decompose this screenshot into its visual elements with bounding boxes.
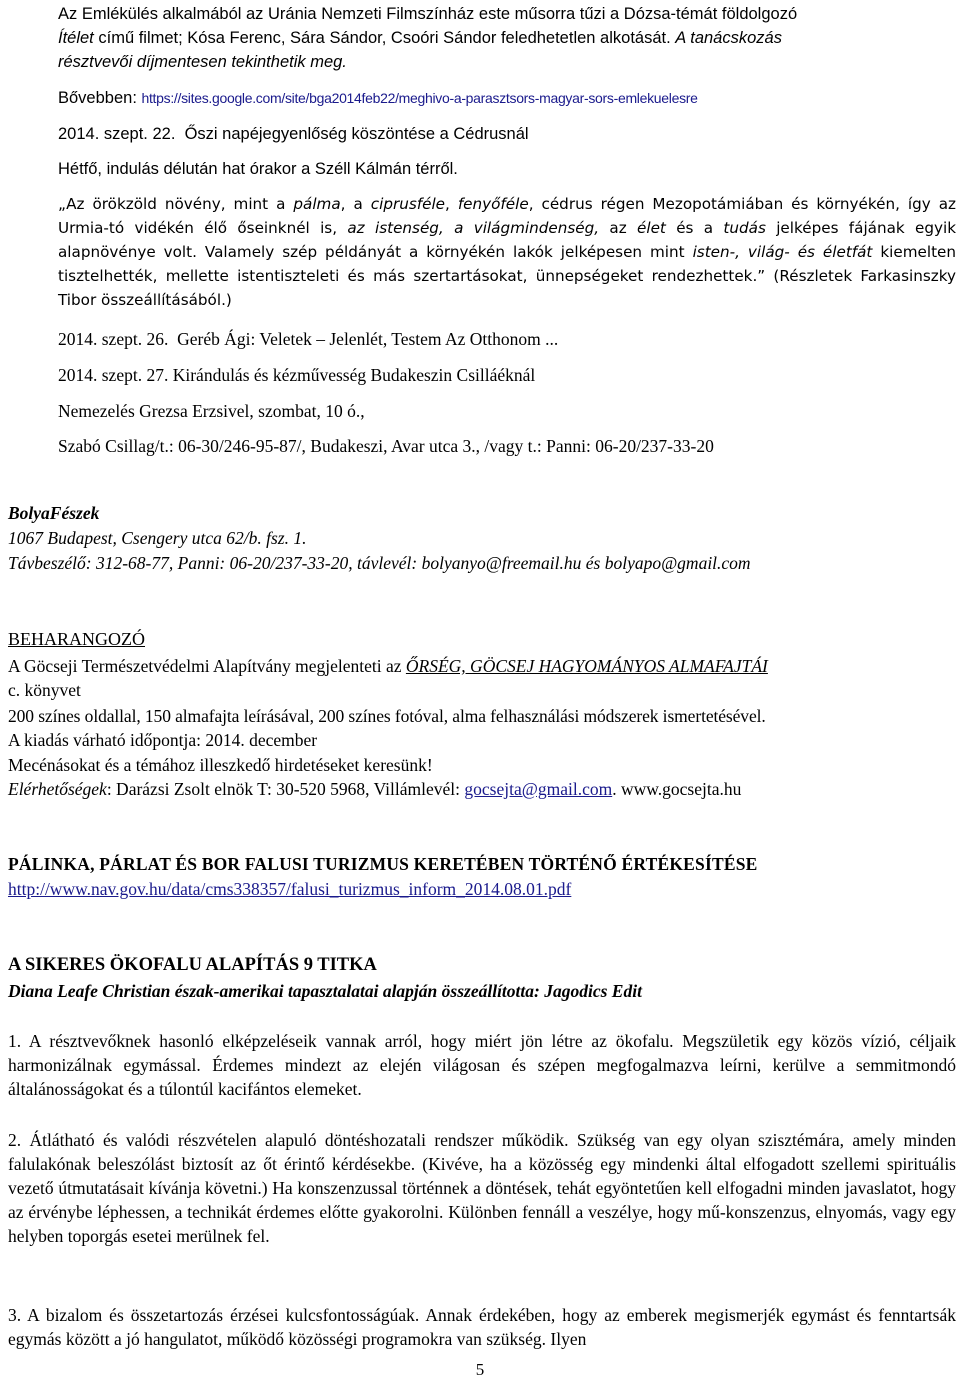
gocsejta-email-link[interactable]: gocsejta@gmail.com: [464, 779, 613, 799]
event-1-heading: [58, 122, 948, 146]
page-number: 5: [475, 1360, 485, 1379]
event-3-heading: [58, 363, 948, 387]
okofalu-heading: A SIKERES ÖKOFALU ALAPÍTÁS 9 TITKA: [8, 955, 377, 975]
event-date: 2014. szept. 27.: [58, 365, 169, 385]
event-title: Őszi napéjegyenlőség köszöntése a Cédrusnál: [184, 125, 529, 143]
beharangozo-line-4: A kiadás várható időpontja: 2014. december: [8, 730, 318, 750]
beharangozo-line-3: 200 színes oldallal, 150 almafajta leírásával, 200 színes fotóval, alma felhasználási módszerek ismertetésével.: [8, 706, 766, 726]
film-title: Ítélet: [58, 29, 94, 47]
bolya-name: BolyaFészek: [8, 503, 100, 523]
beharangozo-heading: BEHARANGOZÓ: [8, 629, 145, 649]
palinka-link-line: [8, 877, 948, 901]
beharangozo-line-6: Elérhetőségek: Darázsi Zsolt elnök T: 30-520 5968, Villámlevél: gocsejta@gmail.com. www.gocsejta.hu: [8, 779, 742, 799]
beharangozo-line-2: c. könyvet: [8, 680, 81, 700]
event-title: Kirándulás és kézművesség Budakeszin Csilláéknál: [172, 365, 536, 385]
intro-line-3: résztvevői díjmentesen tekinthetik meg.: [58, 53, 347, 71]
more-info-link[interactable]: https://sites.google.com/site/bga2014feb22/meghivo-a-parasztsors-magyar-sors-emlekuelesre: [141, 90, 698, 106]
palinka-heading: PÁLINKA, PÁRLAT ÉS BOR FALUSI TURIZMUS KERETÉBEN TÖRTÉNŐ ÉRTÉKESÍTÉSE: [8, 854, 758, 874]
intro-line-2: Ítélet című filmet; Kósa Ferenc, Sára Sándor, Csoóri Sándor feledhetetlen alkotását. A tanácskozás: [58, 29, 782, 47]
event-2-heading: [58, 327, 948, 351]
event-3-line-1: Nemezelés Grezsa Erzsivel, szombat, 10 ó.,: [58, 401, 365, 421]
nav-pdf-link[interactable]: http://www.nav.gov.hu/data/cms338357/falusi_turizmus_inform_2014.08.01.pdf: [8, 879, 572, 899]
bolya-address: 1067 Budapest, Csengery utca 62/b. fsz. 1.: [8, 528, 307, 548]
event-1-quote: „Az örökzöld növény, mint a pálma, a ciprusféle, fenyőféle, cédrus régen Mezopotámiában és környékén, így az Urmia-tó vidékén élő őseinknél is, az istenség, a világmindenség, az élet és a tudás jelképes fájának egyik alapnövénye volt. Valamely szép példányát a környékén lakók jelképesen mint isten-, világ- és életfát kiemelten tisztelhették, mellette istentiszteleti és más szertartásokat, ünnepségeket rendezhettek.” (Részletek Farkasinszky Tibor összeállításából.): [58, 195, 957, 309]
beharangozo-line-1: A Göcseji Természetvédelmi Alapítvány megjelenteti az ŐRSÉG, GÖCSEJ HAGYOMÁNYOS ALMAFAJTÁI: [8, 656, 768, 676]
beharangozo-line-5: Mecénásokat és a témához illeszkedő hirdetéseket keresünk!: [8, 755, 433, 775]
event-1-time: Hétfő, indulás délután hat órakor a Széll Kálmán térről.: [58, 160, 458, 178]
event-title: Geréb Ági: Veletek – Jelenlét, Testem Az Otthonom ...: [177, 329, 559, 349]
okofalu-subheading: Diana Leafe Christian észak-amerikai tapasztalatai alapján összeállította: Jagodics Edit: [8, 981, 642, 1001]
okofalu-point-2: 2. Átlátható és valódi részvételen alapuló döntéshozatali rendszer működik. Szükség van egy olyan szisztémára, amely minden falulakónak beleszólást biztosít az őt érintő kérdésekbe. (Kivéve, ha a közösség egy mindenki által elfogadott szellemi spirituális vezető útmutatásait kívánja követni.) Ha konszenzussal történnek a döntések, tehát egyöntetűen kell elfogadni minden javaslatot, hogy az érvénybe léphessen, a technikát érdemes előtte gyakorolni. Különben fennáll a veszélye, hogy mű-konszenzus, elnyomás, vagy egy helyben toporgás esetei merülnek fel.: [8, 1130, 956, 1246]
event-3-line-2: Szabó Csillag/t.: 06-30/246-95-87/, Budakeszi, Avar utca 3., /vagy t.: Panni: 06-20/237-33-20: [58, 436, 714, 456]
okofalu-point-1: 1. A résztvevőknek hasonló elképzeléseik vannak arról, hogy miért jön létre az ökofalu. Megszületik egy közös vízió, céljaik harmonizálnak egymással. Érdemes mindezt az elején világosan és szépen megfogalmazva leírni, kerülve a semmitmondó általánosságokat és a túlontúl kacifántos elemeket.: [8, 1031, 956, 1099]
event-date: 2014. szept. 26.: [58, 329, 169, 349]
intro-line-1: Az Emlékülés alkalmából az Uránia Nemzeti Filmszínház este műsorra tűzi a Dózsa-témát földolgozó: [58, 5, 798, 23]
more-info-line: Bővebben: https://sites.google.com/site/bga2014feb22/meghivo-a-parasztsors-magyar-sors-emlekuelesre: [58, 89, 698, 107]
okofalu-point-3: 3. A bizalom és összetartozás érzései kulcsfontosságúak. Annak érdekében, hogy az emberek megismerjék egymást és fenntartsák egymás között a jó hangulatot, működő közösségi programokra van szükség. Ilyen: [8, 1305, 956, 1349]
bolya-contact: Távbeszélő: 312-68-77, Panni: 06-20/237-33-20, távlevél: bolyanyo@freemail.hu és bolyapo@gmail.com: [8, 553, 751, 573]
event-date: 2014. szept. 22.: [58, 125, 176, 143]
book-title: ŐRSÉG, GÖCSEJ HAGYOMÁNYOS ALMAFAJTÁI: [405, 656, 768, 676]
